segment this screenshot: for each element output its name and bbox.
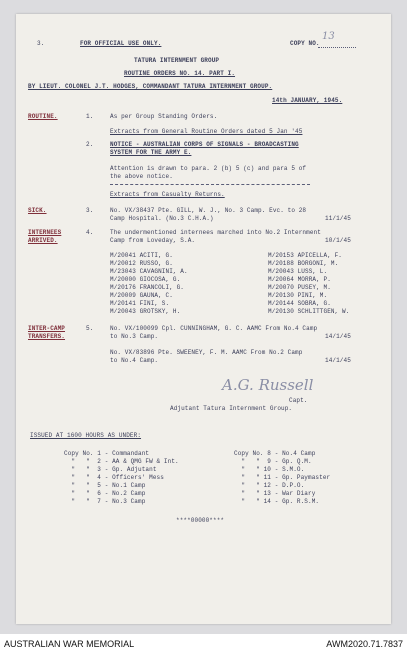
transfer-1-date: 14/1/45 — [325, 333, 351, 340]
notice-line-2: SYSTEM FOR THE ARMY E. — [110, 149, 192, 156]
item-1-number: 1. — [86, 113, 94, 120]
item-3-number: 3. — [86, 207, 94, 214]
sick-line-1: No. VX/38437 Pte. GILL, W. J., No. 3 Camp. Evc. to 28 — [110, 207, 307, 214]
distribution-entry: " " 12 - D.P.O. — [234, 482, 305, 489]
internee-entry: M/20153 APICELLA, F. — [268, 252, 343, 259]
internee-entry: M/20070 PUSEY, M. — [268, 284, 331, 291]
internee-entry: M/20041 ACITI, G. — [110, 252, 173, 259]
attention-line-2: the above notice. — [110, 173, 173, 180]
transfer-2-date: 14/1/45 — [325, 357, 351, 364]
transfer-1-line-1: No. VX/100099 Cpl. CUNNINGHAM, G. C. AAMC From No.4 Camp — [110, 325, 318, 332]
attention-line-1: Attention is drawn to para. 2 (b) 5 (c) and para 5 of — [110, 165, 307, 172]
end-mark: ****00000**** — [176, 517, 225, 524]
transfer-2-line-1: No. VX/83896 Pte. SWEENEY, F. M. AAMC From No.2 Camp — [110, 349, 303, 356]
internee-entry: M/20188 BORGONI, M. — [268, 260, 339, 267]
internees-heading-1: INTERNEES — [28, 229, 62, 236]
transfer-2-line-2: to No.4 Camp. — [110, 357, 159, 364]
internee-entry: M/20043 GROTSKY, H. — [110, 308, 181, 315]
internee-entry: M/23043 CAVAGNINI, A. — [110, 268, 188, 275]
internee-entry: M/20043 LUSS, L. — [268, 268, 328, 275]
item-5-number: 5. — [86, 325, 94, 332]
copy-number: 13 — [322, 31, 335, 42]
distribution-entry: Copy No. 8 - No.4 Camp — [234, 450, 316, 457]
title-orders: ROUTINE ORDERS NO. 14. PART I. — [124, 70, 236, 77]
intercamp-heading-1: INTER-CAMP — [28, 325, 66, 332]
internees-heading-2: ARRIVED. — [28, 237, 58, 244]
title-group: TATURA INTERNMENT GROUP — [134, 57, 220, 64]
distribution-heading: ISSUED AT 1600 HOURS AS UNDER: — [30, 432, 142, 439]
notice-line-1: NOTICE - AUSTRALIAN CORPS OF SIGNALS - BROADCASTING — [110, 141, 299, 148]
intercamp-heading-2: TRANSFERS. — [28, 333, 66, 340]
distribution-entry: " " 3 - Gp. Adjutant — [64, 466, 157, 473]
internee-entry: M/20000 GIOCOSA, G. — [110, 276, 181, 283]
internees-intro-2: Camp from Loveday, S.A. — [110, 237, 196, 244]
internees-intro-1: The undermentioned internees marched into No.2 Internment — [110, 229, 321, 236]
distribution-entry: Copy No. 1 - Commandant — [64, 450, 150, 457]
signatory-rank: Capt. — [289, 397, 308, 404]
footer-accession-number: AWM2020.71.7837 — [326, 639, 403, 649]
distribution-entry: " " 5 - No.1 Camp — [64, 482, 146, 489]
copy-label: COPY NO. — [290, 40, 320, 47]
distribution-entry: " " 2 - AA & QMG FW & Int. — [64, 458, 179, 465]
internee-entry: M/20141 FINI, S. — [110, 300, 170, 307]
internee-entry: M/20064 MORRA, P. — [268, 276, 331, 283]
title-issuer: BY LIEUT. COLONEL J.T. HODGES, COMMANDANT TATURA INTERNMENT GROUP. — [28, 83, 273, 90]
item-2-number: 2. — [86, 141, 94, 148]
distribution-entry: " " 10 - S.M.O. — [234, 466, 305, 473]
routine-heading: ROUTINE. — [28, 113, 58, 120]
page-number: 3. — [37, 40, 45, 47]
security-marking: FOR OFFICIAL USE ONLY. — [80, 40, 162, 47]
extracts-casualty: Extracts from Casualty Returns. — [110, 191, 225, 198]
distribution-entry: " " 4 - Officers' Mess — [64, 474, 164, 481]
distribution-entry: " " 9 - Gp. Q.M. — [234, 458, 312, 465]
internees-date: 10/1/45 — [325, 237, 351, 244]
item-4-number: 4. — [86, 229, 94, 236]
distribution-entry: " " 14 - Gp. R.S.M. — [234, 498, 320, 505]
footer-credit: AUSTRALIAN WAR MEMORIAL — [4, 639, 135, 649]
internee-entry: M/20012 RUSSO, G. — [110, 260, 173, 267]
distribution-entry: " " 7 - No.3 Camp — [64, 498, 146, 505]
distribution-entry: " " 13 - War Diary — [234, 490, 316, 497]
handwritten-signature: A.G. Russell — [222, 376, 314, 394]
internee-entry: M/20009 GAUNA, C. — [110, 292, 173, 299]
document-sheet — [16, 14, 391, 624]
divider — [110, 184, 310, 185]
title-date: 14th JANUARY, 1945. — [272, 97, 343, 104]
sick-line-2: Camp Hospital. (No.3 C.H.A.) — [110, 215, 214, 222]
internee-entry: M/20144 SOBRA, G. — [268, 300, 331, 307]
internee-entry: M/20130 PINI, M. — [268, 292, 328, 299]
transfer-1-line-2: to No.3 Camp. — [110, 333, 159, 340]
item-1-text: As per Group Standing Orders. — [110, 113, 218, 120]
sick-heading: SICK. — [28, 207, 47, 214]
signatory-title: Adjutant Tatura Internment Group. — [170, 405, 293, 412]
copy-number-line — [318, 47, 356, 48]
distribution-entry: " " 6 - No.2 Camp — [64, 490, 146, 497]
footer-bar — [0, 634, 407, 653]
extracts-general-routine: Extracts from General Routine Orders dated 5 Jan '45 — [110, 128, 303, 135]
internee-entry: M/20176 FRANCOLI, G. — [110, 284, 185, 291]
internee-entry: M/20130 SCHLITTGEN, W. — [268, 308, 350, 315]
distribution-entry: " " 11 - Gp. Paymaster — [234, 474, 331, 481]
sick-date: 11/1/45 — [325, 215, 351, 222]
